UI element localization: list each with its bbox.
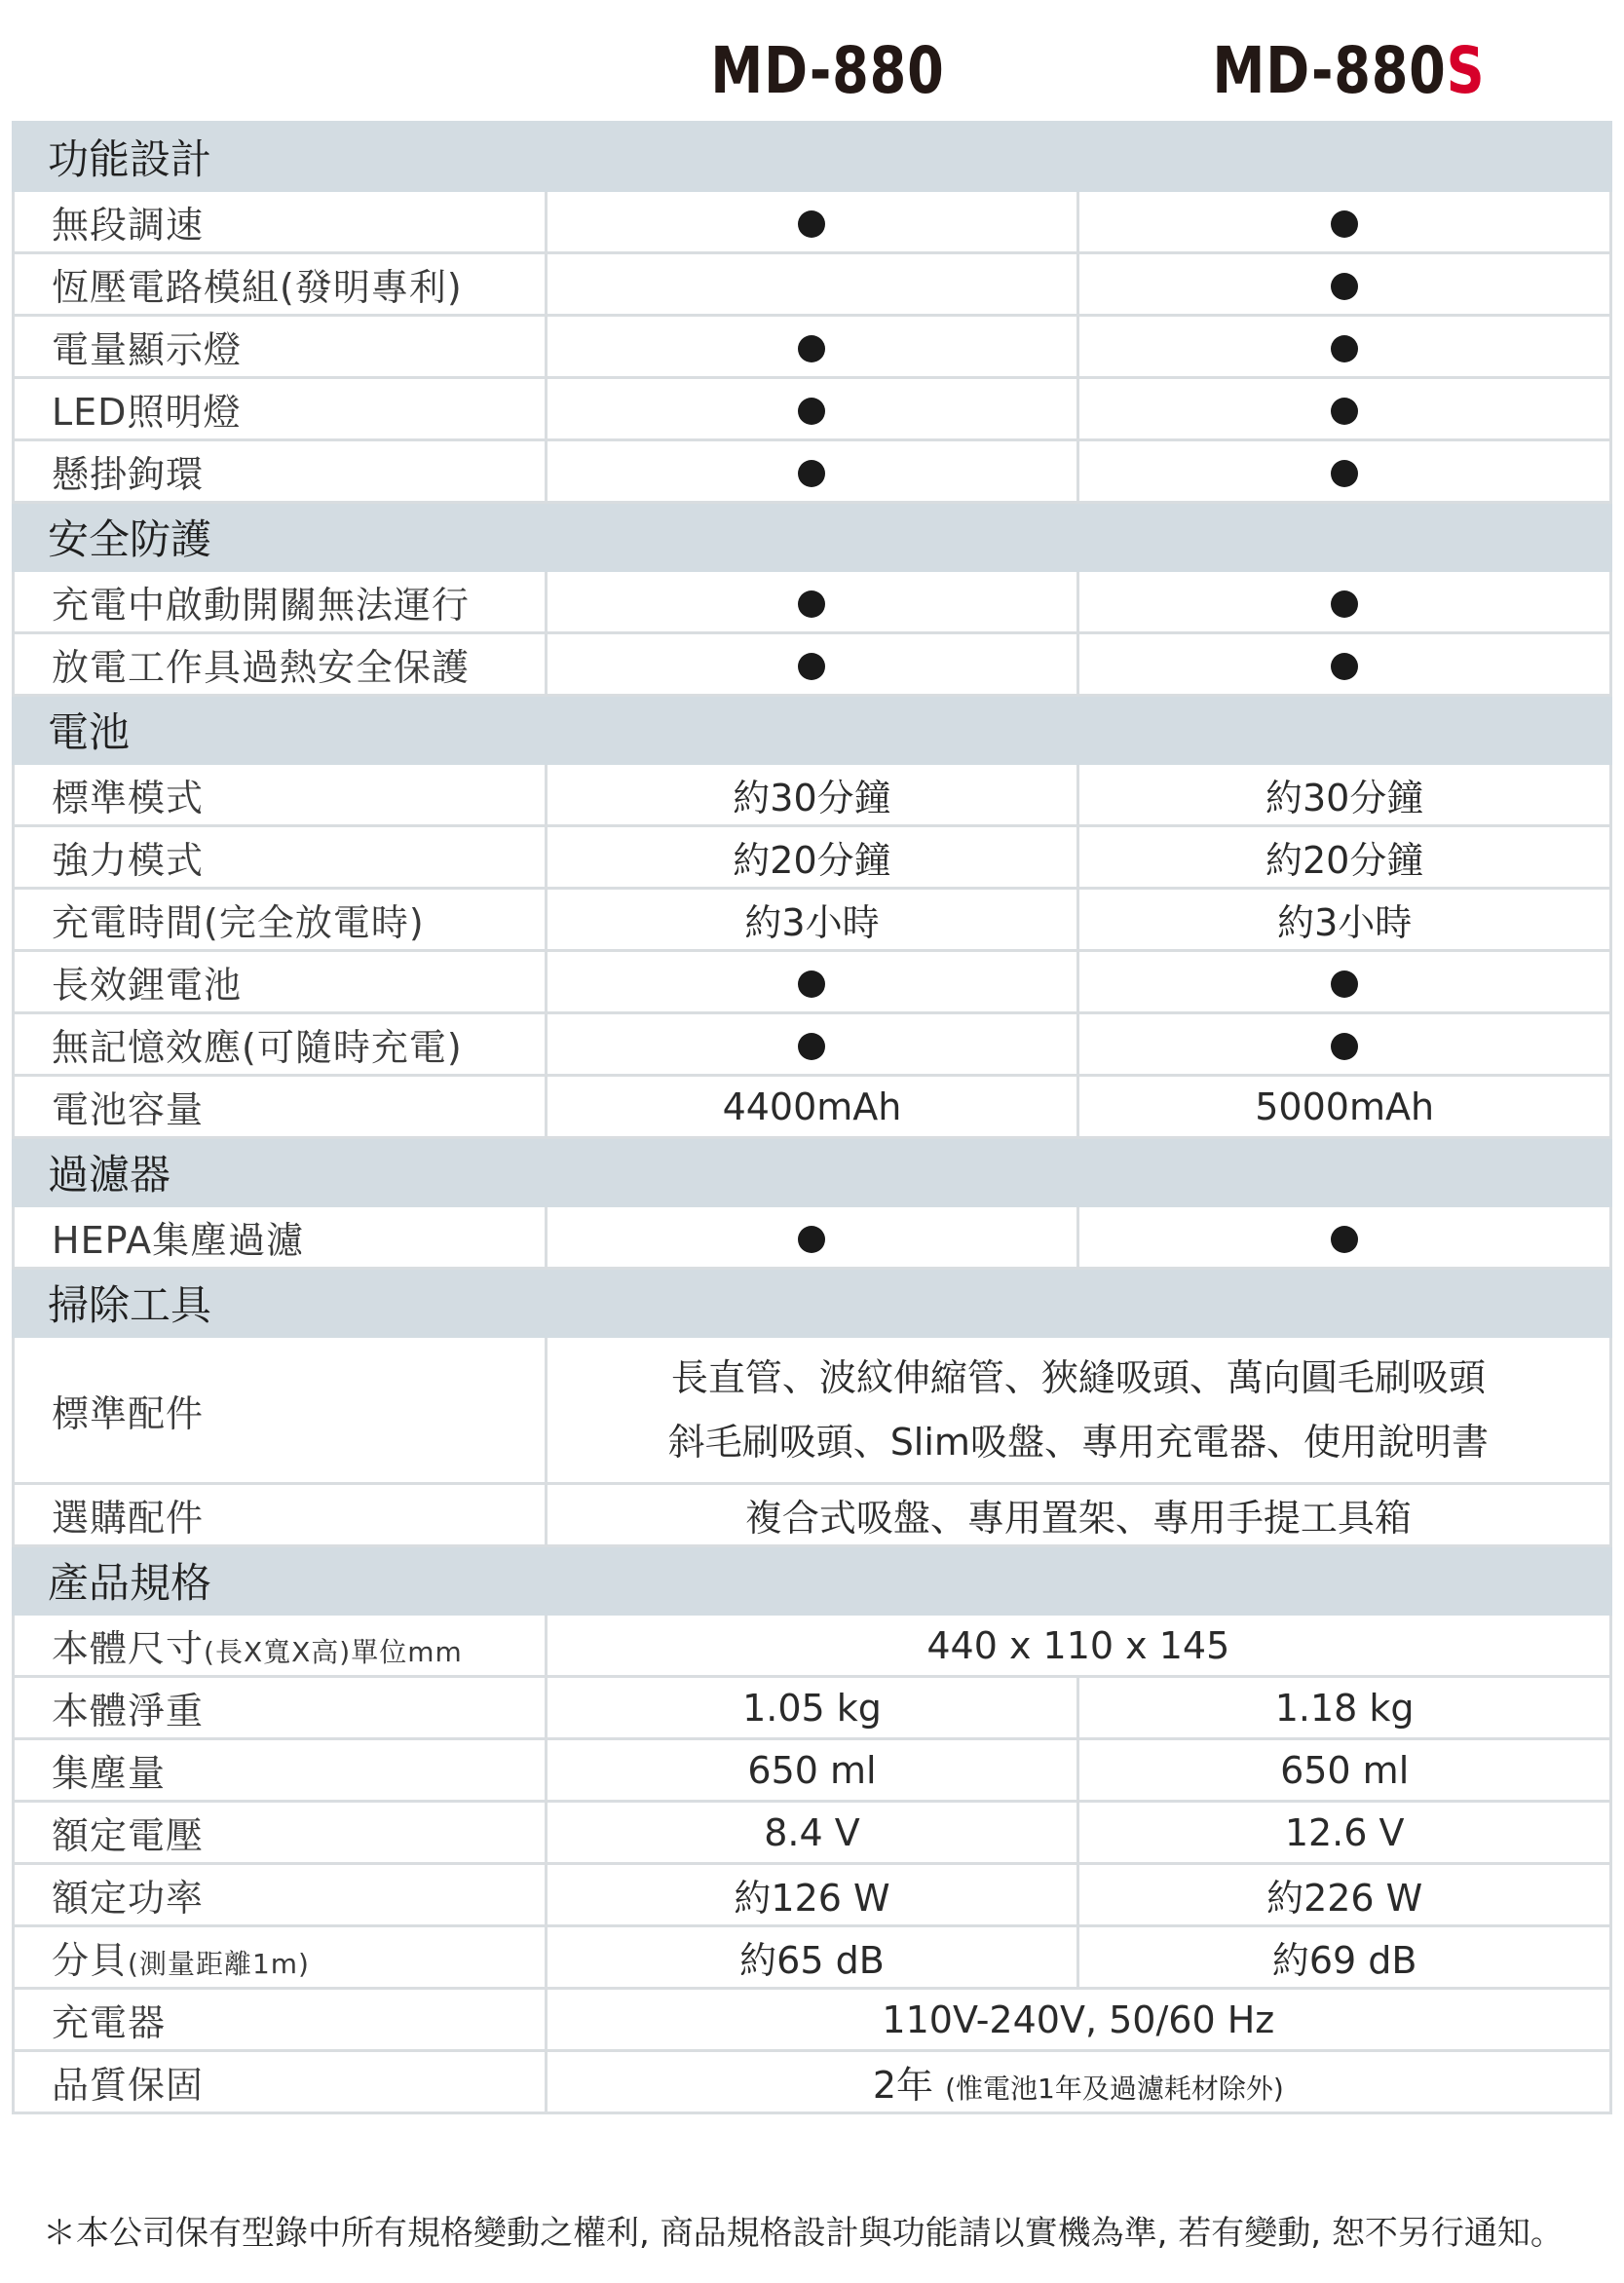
row-label: 本體淨重 [14,1677,547,1739]
filled-circle-icon [798,210,825,238]
table-row [14,1926,1611,1989]
row-label: 恆壓電路模組(發明專利) [14,253,547,316]
section-tools [14,1269,1611,1337]
filled-circle-icon [1331,970,1358,998]
row-label: 充電時間(完全放電時) [14,889,547,951]
cell-m1 [546,191,1078,253]
cell-m2 [1078,253,1611,316]
table-row [14,1615,1611,1677]
cell-shared: 110V-240V, 50/60 Hz [546,1989,1610,2051]
cell-m1 [546,316,1078,378]
table-row [14,1677,1611,1739]
cell-m1 [546,571,1078,633]
filled-circle-icon [1331,335,1358,362]
cell-m1: 約3小時 [546,889,1078,951]
cell-m1: 約20分鐘 [546,826,1078,889]
table-row [14,571,1611,633]
section-function [14,123,1611,191]
cell-m1: 650 ml [546,1739,1078,1802]
cell-m1: 8.4 V [546,1802,1078,1864]
table-row [14,1739,1611,1802]
table-row [14,951,1611,1013]
section-title: 掃除工具 [14,1269,1611,1337]
filled-circle-icon [1331,653,1358,680]
cell-m2 [1078,191,1611,253]
table-row [14,1337,1611,1484]
accessories-line: 斜毛刷吸頭、Slim吸盤、專用充電器、使用說明書 [667,1421,1489,1464]
table-row [14,2051,1611,2113]
cell-m2: 1.18 kg [1078,1677,1611,1739]
filled-circle-icon [1331,398,1358,425]
cell-m2: 約30分鐘 [1078,764,1611,826]
model-suffix: S [1446,32,1486,108]
cell-m1 [546,1013,1078,1076]
row-label: 充電中啟動開關無法運行 [14,571,547,633]
row-label: 無記憶效應(可隨時充電) [14,1013,547,1076]
cell-m2 [1078,1013,1611,1076]
section-specs [14,1546,1611,1615]
cell-m1: 1.05 kg [546,1677,1078,1739]
filled-circle-icon [1331,1033,1358,1060]
filled-circle-icon [1331,210,1358,238]
cell-m1: 約30分鐘 [546,764,1078,826]
row-label-note: (長X寬X高)單位mm [204,1636,463,1668]
cell-shared [546,2051,1610,2113]
section-battery [14,696,1611,764]
row-label: 強力模式 [14,826,547,889]
row-label: 標準配件 [14,1337,547,1484]
section-title: 產品規格 [14,1546,1611,1615]
row-label: 無段調速 [14,191,547,253]
cell-m2 [1078,951,1611,1013]
filled-circle-icon [798,970,825,998]
cell-shared: 440 x 110 x 145 [546,1615,1610,1677]
cell-m1 [546,253,1078,316]
model-name: MD-880 [1212,32,1447,108]
cell-shared [546,1337,1610,1484]
section-filter [14,1138,1611,1206]
filled-circle-icon [798,1033,825,1060]
cell-m1 [546,951,1078,1013]
cell-m2: 約69 dB [1078,1926,1611,1989]
row-label: 放電工作具過熱安全保護 [14,633,547,696]
filled-circle-icon [798,590,825,618]
row-label: 電池容量 [14,1076,547,1138]
filled-circle-icon [1331,273,1358,300]
section-title: 功能設計 [14,123,1611,191]
row-label: 長效鋰電池 [14,951,547,1013]
row-label: 品質保固 [14,2051,547,2113]
table-row [14,764,1611,826]
cell-m1 [546,378,1078,440]
cell-m1 [546,1206,1078,1269]
table-row [14,378,1611,440]
footnote: ＊本公司保有型錄中所有規格變動之權利, 商品規格設計與功能請以實機為準, 若有變動, 恕不另行通知。 [43,2214,1564,2253]
accessories-line: 長直管、波紋伸縮管、狹縫吸頭、萬向圓毛刷吸頭 [670,1356,1486,1399]
row-label: 集塵量 [14,1739,547,1802]
cell-m2: 5000mAh [1078,1076,1611,1138]
cell-m1: 約65 dB [546,1926,1078,1989]
cell-m2 [1078,571,1611,633]
cell-m2: 650 ml [1078,1739,1611,1802]
cell-m2: 約3小時 [1078,889,1611,951]
table-row [14,253,1611,316]
row-label [14,1615,547,1677]
warranty-main: 2年 [872,2064,934,2107]
cell-m1: 約126 W [546,1864,1078,1926]
section-title: 電池 [14,696,1611,764]
warranty-note: (惟電池1年及過濾耗材除外) [945,2073,1284,2105]
table-row [14,1076,1611,1138]
cell-m1 [546,633,1078,696]
row-label: LED照明燈 [14,378,547,440]
row-label: 額定功率 [14,1864,547,1926]
row-label: HEPA集塵過濾 [14,1206,547,1269]
row-label-main: 本體尺寸 [52,1627,205,1670]
model-header-md880 [614,21,1041,119]
cell-m2 [1078,633,1611,696]
cell-m2 [1078,378,1611,440]
filled-circle-icon [798,460,825,487]
cell-m1 [546,440,1078,503]
filled-circle-icon [798,653,825,680]
table-row [14,1013,1611,1076]
cell-m2 [1078,1206,1611,1269]
model-name: MD-880 [710,32,945,108]
cell-m1: 4400mAh [546,1076,1078,1138]
cell-m2: 約226 W [1078,1864,1611,1926]
row-label: 電量顯示燈 [14,316,547,378]
table-row [14,316,1611,378]
cell-m2: 12.6 V [1078,1802,1611,1864]
section-safety [14,503,1611,571]
spec-table [12,121,1612,2114]
filled-circle-icon [798,1226,825,1253]
row-label: 額定電壓 [14,1802,547,1864]
table-row [14,1484,1611,1546]
table-row [14,826,1611,889]
filled-circle-icon [798,398,825,425]
section-title: 過濾器 [14,1138,1611,1206]
filled-circle-icon [1331,1226,1358,1253]
table-row [14,889,1611,951]
model-header-md880s [1135,21,1563,119]
filled-circle-icon [798,335,825,362]
row-label [14,1926,547,1989]
table-row [14,633,1611,696]
row-label-main: 分貝 [52,1939,129,1982]
table-row [14,1802,1611,1864]
table-row [14,440,1611,503]
table-row [14,1989,1611,2051]
row-label: 選購配件 [14,1484,547,1546]
table-row [14,191,1611,253]
section-title: 安全防護 [14,503,1611,571]
row-label-note: (測量距離1m) [128,1948,310,1980]
cell-shared: 複合式吸盤、專用置架、專用手提工具箱 [546,1484,1610,1546]
table-row [14,1864,1611,1926]
row-label: 充電器 [14,1989,547,2051]
filled-circle-icon [1331,460,1358,487]
filled-circle-icon [1331,590,1358,618]
cell-m2 [1078,440,1611,503]
cell-m2 [1078,316,1611,378]
table-row [14,1206,1611,1269]
cell-m2: 約20分鐘 [1078,826,1611,889]
row-label: 標準模式 [14,764,547,826]
row-label: 懸掛鉤環 [14,440,547,503]
